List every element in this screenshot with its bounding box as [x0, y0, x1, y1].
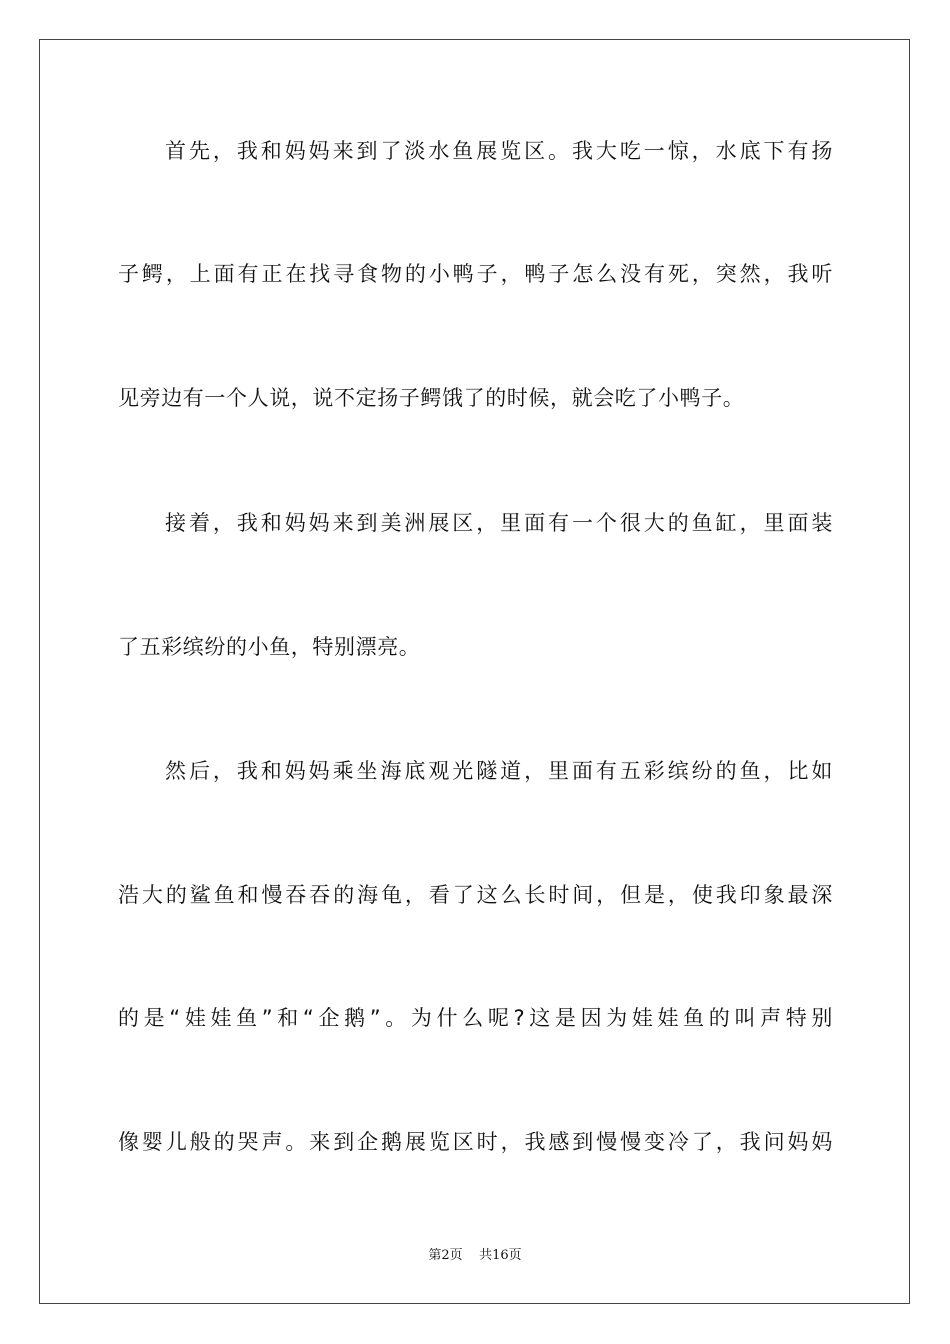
- paragraph-line: 子鳄，上面有正在找寻食物的小鸭子，鸭子怎么没有死，突然，我听: [118, 262, 833, 286]
- paragraph-line: 见旁边有一个人说，说不定扬子鳄饿了的时候，就会吃了小鸭子。: [118, 386, 745, 410]
- paragraph-line: 然后，我和妈妈乘坐海底观光隧道，里面有五彩缤纷的鱼，比如: [165, 759, 833, 783]
- page-footer: [0, 1247, 950, 1265]
- page-number: 第2页: [428, 1248, 463, 1263]
- page-border: [39, 39, 910, 1304]
- paragraph-line: 了五彩缤纷的小鱼，特别漂亮。: [118, 635, 421, 659]
- paragraph-line: 浩大的鲨鱼和慢吞吞的海龟，看了这么长时间，但是，使我印象最深: [118, 883, 833, 907]
- paragraph-line: 像婴儿般的哭声。来到企鹅展览区时，我感到慢慢变冷了，我问妈妈: [118, 1130, 833, 1154]
- paragraph-line: 的是“娃娃鱼”和“企鹅”。为什么呢?这是因为娃娃鱼的叫声特别: [118, 1006, 833, 1030]
- page-total: 共16页: [479, 1248, 522, 1263]
- paragraph-line: 首先，我和妈妈来到了淡水鱼展览区。我大吃一惊，水底下有扬: [165, 139, 833, 163]
- paragraph-line: 接着，我和妈妈来到美洲展区，里面有一个很大的鱼缸，里面装: [165, 511, 833, 535]
